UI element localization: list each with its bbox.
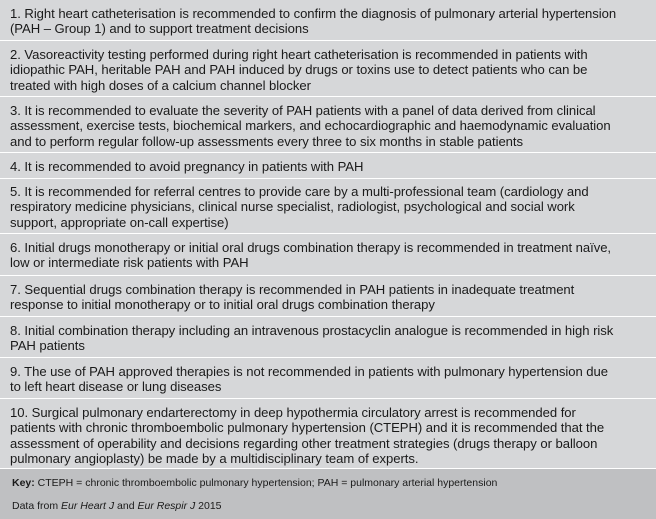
row-divider (0, 357, 656, 358)
recommendation-line: treated with high doses of a calcium channel blocker (10, 77, 311, 93)
key-text: CTEPH = chronic thromboembolic pulmonary hypertension; PAH = pulmonary arterial hypertension (34, 477, 498, 489)
row-divider (0, 316, 656, 317)
row-divider (0, 96, 656, 97)
recommendation-line: (PAH – Group 1) and to support treatment decisions (10, 21, 309, 37)
recommendation-line: 9. The use of PAH approved therapies is not recommended in patients with pulmonary hypertension due (10, 364, 608, 379)
recommendation-line: 10. Surgical pulmonary endarterectomy in deep hypothermia circulatory arrest is recommended for (10, 405, 576, 420)
source-note (12, 500, 222, 512)
source-prefix: Data from (12, 500, 62, 512)
source-year: 2015 (195, 500, 222, 512)
recommendation-line: to left heart disease or lung diseases (10, 379, 222, 395)
recommendation-1 (0, 6, 656, 37)
recommendation-9 (0, 364, 656, 395)
recommendation-line: 7. Sequential drugs combination therapy is recommended in PAH patients in inadequate treatment (10, 282, 575, 297)
recommendation-line: response to initial monotherapy or to initial oral drugs combination therapy (10, 297, 435, 313)
row-divider (0, 40, 656, 41)
recommendation-line: 2. Vasoreactivity testing performed during right heart catheterisation is recommended in patients with (10, 47, 588, 62)
row-divider (0, 152, 656, 153)
source-journal-2: Eur Respir J (137, 500, 196, 512)
table-footer (0, 468, 656, 519)
recommendation-line: 3. It is recommended to evaluate the severity of PAH patients with a panel of data derived from clinical (10, 103, 596, 118)
row-divider (0, 233, 656, 234)
recommendation-8 (0, 323, 656, 354)
row-divider (0, 275, 656, 276)
recommendation-6 (0, 240, 656, 271)
recommendation-4 (0, 159, 656, 174)
recommendation-line: 5. It is recommended for referral centres to provide care by a multi-professional team (cardiology and (10, 184, 589, 199)
recommendation-line: idiopathic PAH, heritable PAH and PAH induced by drugs or toxins use to detect patients who can be (10, 62, 588, 78)
recommendation-2 (0, 47, 656, 93)
source-and: and (114, 500, 138, 512)
row-divider (0, 178, 656, 179)
row-divider (0, 398, 656, 399)
recommendation-10 (0, 405, 656, 467)
key-note (12, 477, 497, 489)
recommendation-line: 4. It is recommended to avoid pregnancy in patients with PAH (10, 159, 364, 174)
recommendation-5 (0, 184, 656, 230)
source-journal-1: Eur Heart J (61, 500, 115, 512)
recommendation-line: respiratory medicine physicians, clinical nurse specialist, radiologist, psychological and social work (10, 199, 575, 215)
recommendation-3 (0, 103, 656, 149)
recommendation-line: 6. Initial drugs monotherapy or initial oral drugs combination therapy is recommended in treatment naïve, (10, 240, 612, 255)
recommendation-7 (0, 282, 656, 313)
recommendation-line: assessment, exercise tests, biochemical markers, and echocardiographic and haemodynamic evaluation (10, 118, 611, 134)
key-label: Key: (12, 477, 35, 489)
recommendation-line: low or intermediate risk patients with PAH (10, 255, 249, 271)
recommendation-line: patients with chronic thromboembolic pulmonary hypertension (CTEPH) and it is recommended that the (10, 420, 605, 436)
recommendation-line: pulmonary angioplasty) be made by a multidisciplinary team of experts. (10, 451, 419, 467)
recommendation-line: and to perform regular follow-up assessments every three to six months in stable patients (10, 133, 524, 149)
recommendation-line: 1. Right heart catheterisation is recommended to confirm the diagnosis of pulmonary arterial hypertension (10, 6, 617, 21)
recommendation-line: assessment of operability and decisions regarding other treatment strategies (drugs therapy or balloon (10, 435, 598, 451)
recommendation-line: 8. Initial combination therapy including an intravenous prostacyclin analogue is recommended in high risk (10, 323, 614, 338)
recommendation-line: PAH patients (10, 338, 85, 354)
recommendation-line: support, appropriate on-call expertise) (10, 214, 229, 230)
